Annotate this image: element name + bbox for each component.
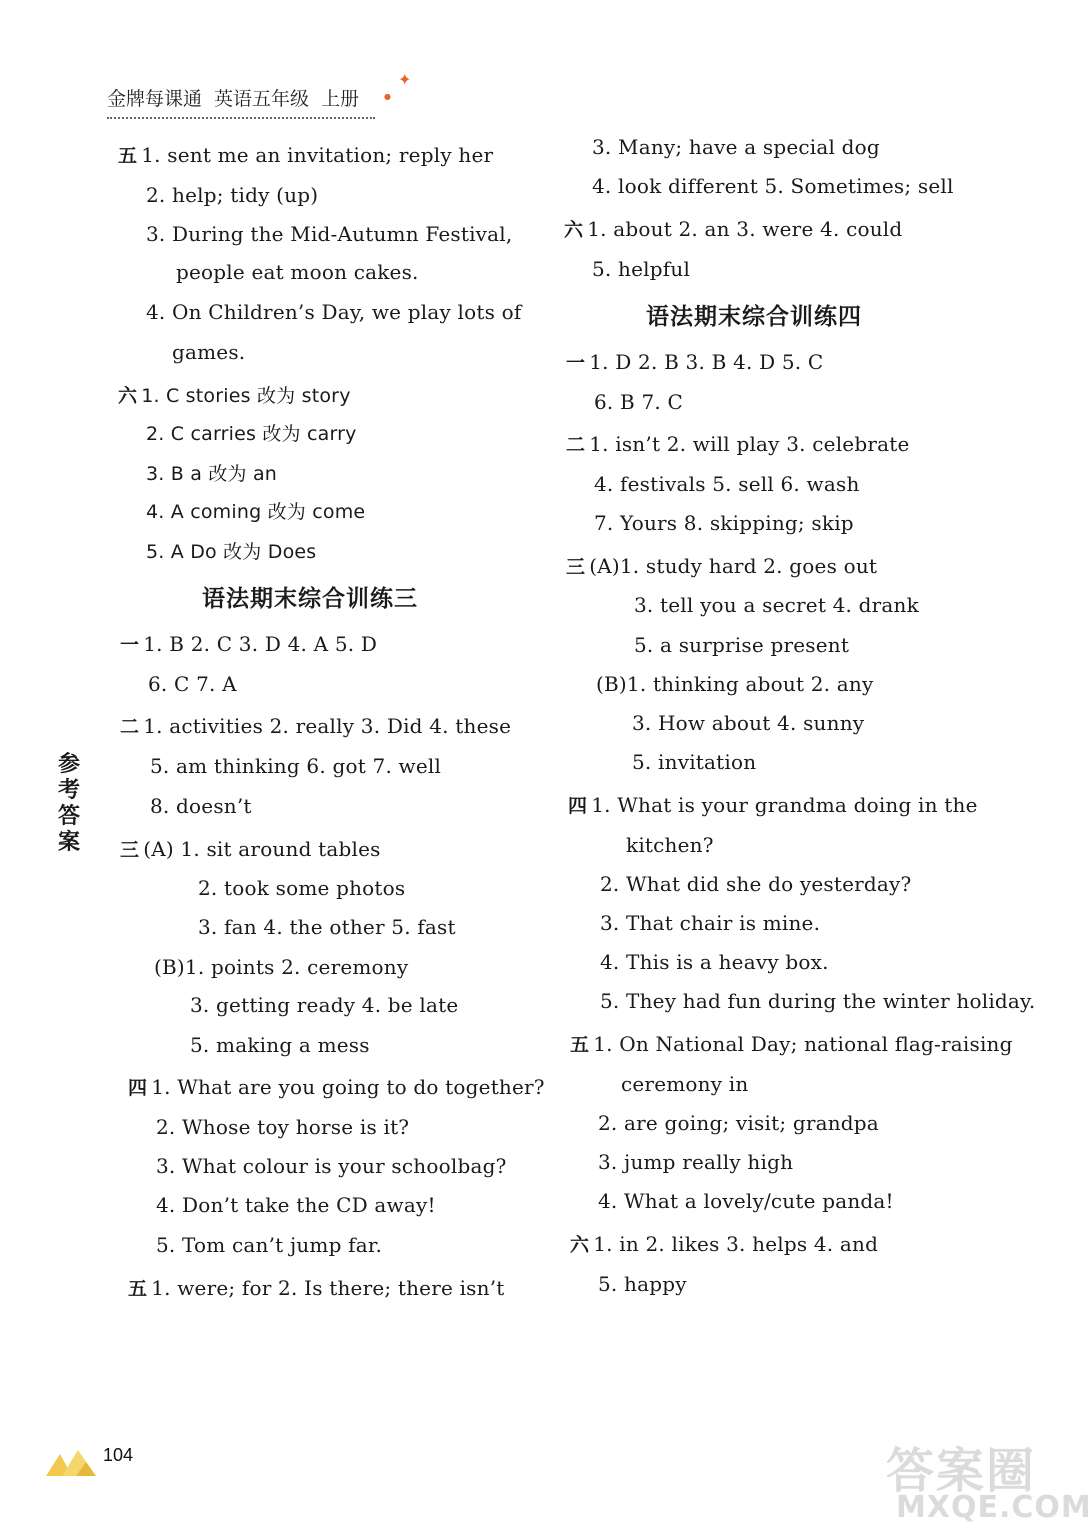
answer-line: 三 (A) 1. sit around tables <box>120 837 381 861</box>
watermark-text: 答案圈 <box>886 1443 1037 1499</box>
mountain-decoration-icon <box>46 1446 98 1476</box>
dot-decoration-icon: ● <box>384 92 391 101</box>
answer-line: (B)1. points 2. ceremony <box>154 955 409 979</box>
page-number: 104 <box>103 1445 134 1465</box>
answer-line: ceremony in <box>621 1072 749 1096</box>
answer-line: 五 1. were; for 2. Is there; there isn’t <box>128 1276 505 1300</box>
answer-line: 4. look different 5. Sometimes; sell <box>592 174 954 198</box>
answer-line: 3. Many; have a special dog <box>592 135 880 159</box>
answer-line: 3. jump really high <box>598 1150 794 1174</box>
answer-line: 六 1. in 2. likes 3. helps 4. and <box>570 1232 879 1256</box>
answer-line: 2. help; tidy (up) <box>146 183 319 207</box>
section-title: 语法期末综合训练三 <box>202 586 418 612</box>
answer-line: 2. What did she do yesterday? <box>600 872 912 896</box>
answer-line: 5. making a mess <box>190 1033 370 1057</box>
answer-line: kitchen? <box>626 833 714 857</box>
answer-line: 二 1. activities 2. really 3. Did 4. these <box>120 714 512 738</box>
answer-line: 六 1. about 2. an 3. were 4. could <box>564 217 903 241</box>
answer-line: 3. How about 4. sunny <box>632 711 865 735</box>
answer-line: 3. getting ready 4. be late <box>190 993 459 1017</box>
answer-line: 2. C carries 改为 carry <box>146 423 357 445</box>
answer-line: 3. B a 改为 an <box>146 463 278 485</box>
answer-line: 五 1. On National Day; national flag-raising <box>570 1032 1013 1056</box>
answer-line: 4. This is a heavy box. <box>600 950 829 974</box>
answer-line: games. <box>172 340 246 364</box>
answer-line: 2. Whose toy horse is it? <box>156 1115 410 1139</box>
answer-line: 一 1. D 2. B 3. B 4. D 5. C <box>566 350 824 374</box>
answer-line: 5. happy <box>598 1272 687 1296</box>
answer-line: 4. festivals 5. sell 6. wash <box>594 472 860 496</box>
answer-line: 4. Don’t take the CD away! <box>156 1193 436 1217</box>
answer-line: 3. That chair is mine. <box>600 911 821 935</box>
answer-line: 3. What colour is your schoolbag? <box>156 1154 507 1178</box>
answer-line: people eat moon cakes. <box>176 260 419 284</box>
watermark-logo <box>868 1432 1092 1532</box>
answer-line: 5. helpful <box>592 257 691 281</box>
star-decoration-icon: ✦ <box>398 70 412 89</box>
answer-line: 3. fan 4. the other 5. fast <box>198 915 456 939</box>
section-title: 语法期末综合训练四 <box>646 304 862 330</box>
answer-line: 三 (A)1. study hard 2. goes out <box>566 554 878 578</box>
watermark-url: MXQE.COM <box>896 1490 1092 1525</box>
answer-line: (B)1. thinking about 2. any <box>596 672 874 696</box>
answer-line: 5. A Do 改为 Does <box>146 541 317 563</box>
book-title: 金牌每课通 <box>107 88 203 110</box>
book-header <box>107 84 359 111</box>
side-label-answers: 参 考 答 案 <box>57 752 80 855</box>
answer-line: 一 1. B 2. C 3. D 4. A 5. D <box>120 632 378 656</box>
answer-line: 3. tell you a secret 4. drank <box>634 593 919 617</box>
answer-line: 7. Yours 8. skipping; skip <box>594 511 854 535</box>
answer-line: 五 1. sent me an invitation; reply her <box>118 143 494 167</box>
answer-line: 3. During the Mid-Autumn Festival, <box>146 222 513 246</box>
answer-line: 2. are going; visit; grandpa <box>598 1111 879 1135</box>
header-divider <box>107 117 375 119</box>
answer-line: 5. a surprise present <box>634 633 850 657</box>
answer-line: 六 1. C stories 改为 story <box>118 385 351 407</box>
book-subject: 英语五年级 <box>214 88 310 110</box>
answer-line: 5. They had fun during the winter holiday. <box>600 989 1036 1013</box>
answer-line: 5. invitation <box>632 750 757 774</box>
answer-line: 6. B 7. C <box>594 390 684 414</box>
answer-line: 8. doesn’t <box>150 794 252 818</box>
answer-line: 5. am thinking 6. got 7. well <box>150 754 442 778</box>
answer-line: 二 1. isn’t 2. will play 3. celebrate <box>566 432 910 456</box>
answer-line: 4. On Children’s Day, we play lots of <box>146 300 522 324</box>
answer-line: 四 1. What is your grandma doing in the <box>568 793 978 817</box>
answer-line: 6. C 7. A <box>148 672 237 696</box>
answer-line: 4. A coming 改为 come <box>146 501 366 523</box>
answer-line: 四 1. What are you going to do together? <box>128 1075 545 1099</box>
book-volume: 上册 <box>321 88 360 110</box>
answer-line: 2. took some photos <box>198 876 406 900</box>
answer-line: 5. Tom can’t jump far. <box>156 1233 383 1257</box>
answer-line: 4. What a lovely/cute panda! <box>598 1189 894 1213</box>
